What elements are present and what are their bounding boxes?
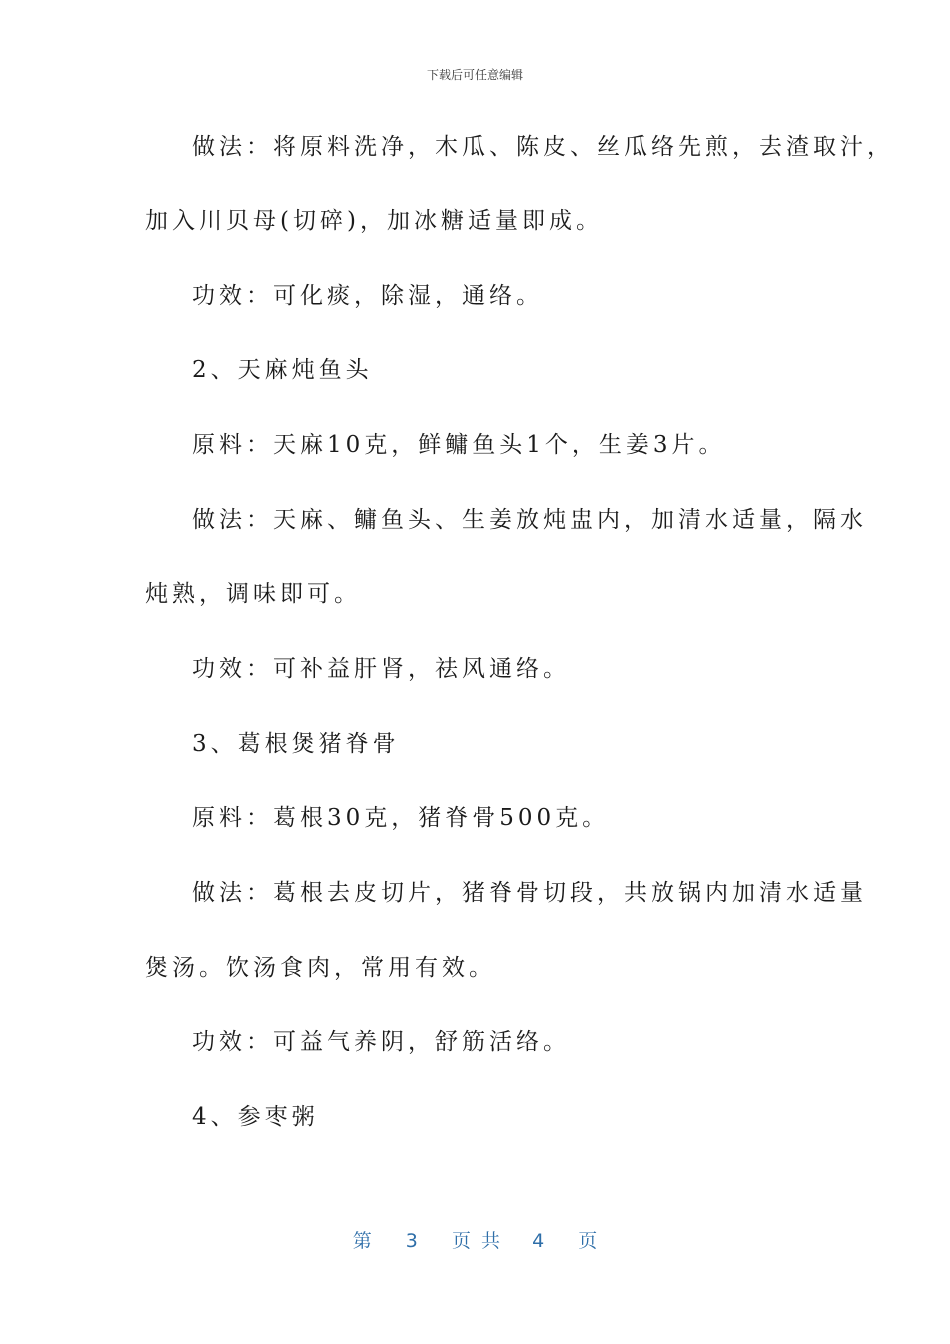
paragraph-line: 加入川贝母(切碎)，加冰糖适量即成。: [145, 208, 603, 234]
paragraph-line: 煲汤。饮汤食肉，常用有效。: [145, 955, 496, 981]
total-pages-number: 4: [532, 1230, 545, 1252]
section-heading: 2、天麻炖鱼头: [192, 357, 373, 383]
paragraph-line: 做法：将原料洗净，木瓜、陈皮、丝瓜络先煎，去渣取汁，: [192, 134, 894, 160]
section-heading: 3、葛根煲猪脊骨: [192, 731, 400, 757]
page-prefix: 第: [352, 1230, 372, 1252]
paragraph-line: 炖熟，调味即可。: [145, 581, 361, 607]
paragraph-line: 做法：天麻、鳙鱼头、生姜放炖盅内，加清水适量，隔水: [192, 507, 867, 533]
paragraph-line: 功效：可益气养阴，舒筋活络。: [192, 1029, 570, 1055]
paragraph-line: 做法：葛根去皮切片，猪脊骨切段，共放锅内加清水适量: [192, 880, 867, 906]
paragraph-line: 功效：可补益肝肾，祛风通络。: [192, 656, 570, 682]
paragraph-line: 原料：天麻10克，鲜鳙鱼头1个，生姜3片。: [192, 432, 726, 458]
current-page-number: 3: [405, 1230, 418, 1252]
page-suffix: 页: [578, 1230, 598, 1252]
section-heading: 4、参枣粥: [192, 1104, 319, 1130]
page-mid-label: 页共: [451, 1230, 510, 1252]
header-note: 下载后可任意编辑: [426, 68, 523, 82]
paragraph-line: 原料：葛根30克，猪脊骨500克。: [192, 805, 610, 831]
paragraph-line: 功效：可化痰，除湿，通络。: [192, 283, 543, 309]
page-footer: [0, 1226, 950, 1253]
